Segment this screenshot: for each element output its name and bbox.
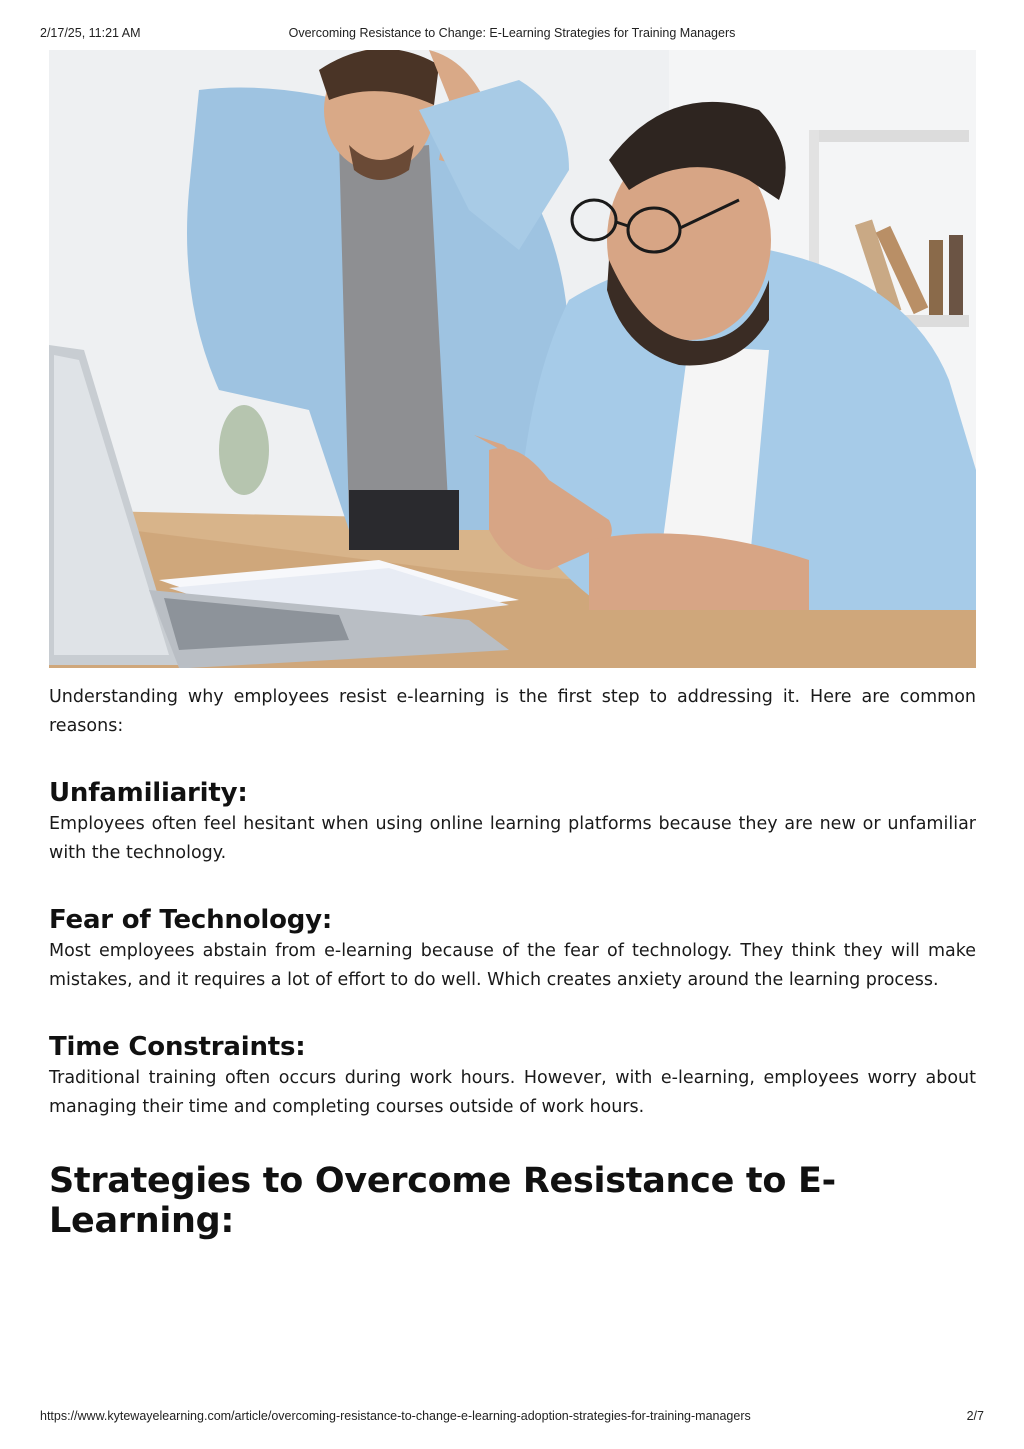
reason-text-time-constraints: Traditional training often occurs during work hours. However, with e-learning, employees worry about managing their time and completing courses outside of work hours. [49,1068,976,1117]
print-document-title: Overcoming Resistance to Change: E-Learning Strategies for Training Managers [288,26,736,40]
print-page-number: 2/7 [966,1409,984,1423]
article-content [49,680,976,1241]
reason-heading-fear-of-technology: Fear of Technology: [49,905,333,935]
hero-image [49,50,976,668]
reason-text-unfamiliarity: Employees often feel hesitant when using online learning platforms because they are new or unfamiliar with the technology. [49,814,976,863]
print-url: https://www.kytewayelearning.com/article/overcoming-resistance-to-change-e-learning-adoption-strategies-for-training-managers [40,1409,751,1423]
print-footer [40,1409,984,1425]
reason-text-fear-of-technology: Most employees abstain from e-learning because of the fear of technology. They think they will make mistakes, and it requires a lot of effort to do well. Which creates anxiety around the learning process. [49,941,976,990]
photo-two-men-at-laptop-icon [49,50,976,668]
print-header [40,26,984,42]
print-datetime: 2/17/25, 11:21 AM [40,26,141,40]
reason-heading-unfamiliarity: Unfamiliarity: [49,778,248,808]
reason-heading-time-constraints: Time Constraints: [49,1032,306,1062]
intro-paragraph: Understanding why employees resist e-learning is the first step to addressing it. Here are common reasons: [49,687,976,736]
section-heading-strategies: Strategies to Overcome Resistance to E-Learning: [49,1161,836,1241]
